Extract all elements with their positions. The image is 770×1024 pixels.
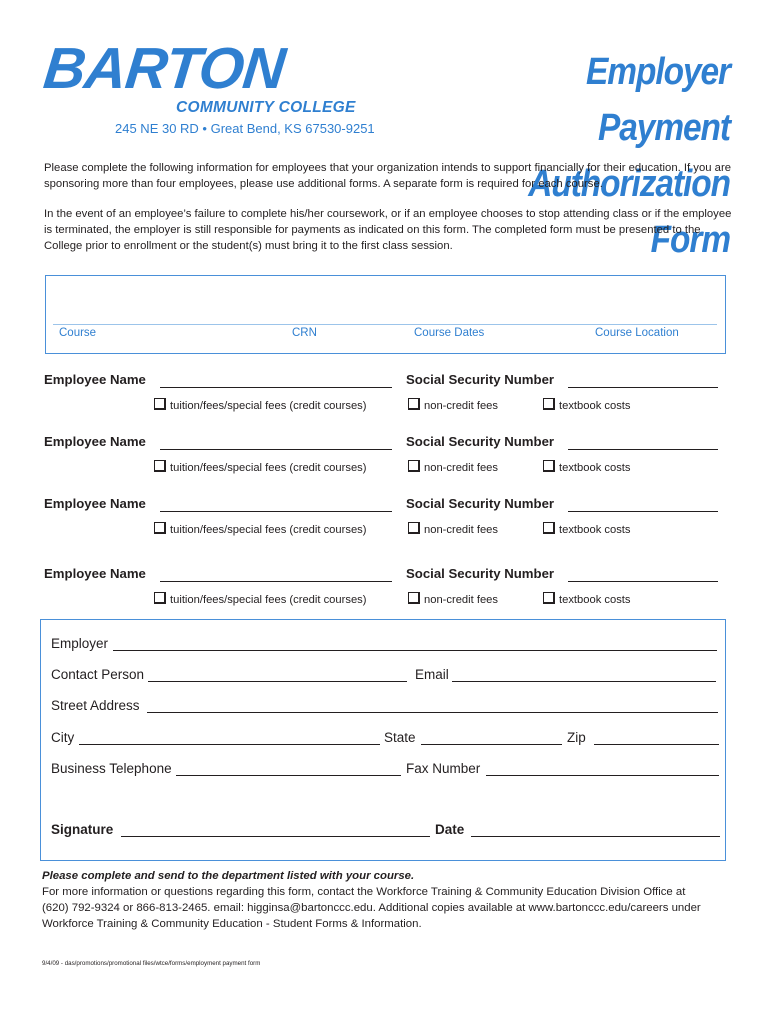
email-label: Email: [415, 667, 449, 682]
tuition-label: tuition/fees/special fees (credit courses): [170, 594, 367, 606]
contact-person-label: Contact Person: [51, 667, 145, 682]
tuition-label: tuition/fees/special fees (credit courses): [170, 524, 367, 536]
contact-info-line-3: Workforce Training & Community Education - Student Forms & Information.: [42, 918, 422, 930]
textbook-label: textbook costs: [559, 462, 631, 474]
employer-label: Employer: [51, 636, 109, 651]
noncredit-checkbox[interactable]: [408, 592, 498, 606]
noncredit-label: non-credit fees: [424, 462, 499, 474]
textbook-checkbox[interactable]: [543, 398, 631, 412]
ssn-label: Social Security Number: [406, 566, 555, 581]
textbook-checkbox[interactable]: [543, 592, 631, 606]
course-info-box[interactable]: [45, 275, 726, 354]
employee-name-field[interactable]: [160, 567, 392, 582]
barton-logo: BARTON: [40, 36, 288, 101]
contact-info-line-1: For more information or questions regarding this form, contact the Workforce Training & Community Education Division Office at: [42, 886, 686, 898]
course-location-header: Course Location: [595, 327, 679, 339]
zip-field[interactable]: [594, 730, 719, 745]
employee-name-label: Employee Name: [44, 566, 146, 581]
date-field[interactable]: [471, 822, 720, 837]
checkbox-icon: [408, 592, 420, 604]
ssn-label: Social Security Number: [406, 496, 555, 511]
course-dates-header: Course Dates: [414, 327, 485, 339]
city-label: City: [51, 730, 75, 745]
state-label: State: [384, 730, 416, 745]
tuition-label: tuition/fees/special fees (credit courses): [170, 462, 367, 474]
checkbox-icon: [408, 398, 420, 410]
textbook-label: textbook costs: [559, 400, 631, 412]
ssn-label: Social Security Number: [406, 434, 555, 449]
street-address-field[interactable]: [147, 698, 718, 713]
checkbox-icon: [154, 592, 166, 604]
signature-label: Signature: [51, 822, 114, 837]
noncredit-checkbox[interactable]: [408, 522, 498, 536]
ssn-field[interactable]: [568, 497, 718, 512]
employee-name-label: Employee Name: [44, 496, 146, 511]
ssn-field[interactable]: [568, 435, 718, 450]
employer-field[interactable]: [113, 636, 717, 651]
employee-name-label: Employee Name: [44, 372, 146, 387]
checkbox-icon: [154, 460, 166, 472]
ssn-label: Social Security Number: [406, 372, 555, 387]
checkbox-icon: [543, 592, 555, 604]
employee-name-field[interactable]: [160, 497, 392, 512]
signature-field[interactable]: [121, 822, 430, 837]
noncredit-label: non-credit fees: [424, 400, 499, 412]
business-telephone-label: Business Telephone: [51, 761, 172, 776]
textbook-checkbox[interactable]: [543, 460, 631, 474]
checkbox-icon: [154, 522, 166, 534]
ssn-field[interactable]: [568, 567, 718, 582]
checkbox-icon: [154, 398, 166, 410]
employee-name-field[interactable]: [160, 373, 392, 388]
city-field[interactable]: [79, 730, 380, 745]
intro-paragraph-1: Please complete the following information for employees that your organization intends to support financially for their education. If you are sponsoring more than four employees, please use additional forms. A separate form is required for each course.: [44, 162, 731, 190]
course-header: Course: [59, 327, 97, 339]
crn-header: CRN: [292, 327, 317, 339]
checkbox-icon: [543, 398, 555, 410]
email-field[interactable]: [452, 667, 716, 682]
tuition-checkbox[interactable]: [154, 522, 367, 536]
fax-number-field[interactable]: [486, 761, 719, 776]
contact-info-line-2: (620) 792-9324 or 866-813-2465. email: higginsa@bartonccc.edu. Additional copies available at www.bartonccc.edu/careers under: [42, 902, 701, 914]
course-divider: [53, 324, 717, 325]
contact-person-field[interactable]: [148, 667, 407, 682]
zip-label: Zip: [567, 730, 586, 745]
noncredit-checkbox[interactable]: [408, 460, 498, 474]
checkbox-icon: [408, 460, 420, 472]
tuition-label: tuition/fees/special fees (credit courses): [170, 400, 367, 412]
textbook-label: textbook costs: [559, 524, 631, 536]
business-telephone-field[interactable]: [176, 761, 401, 776]
checkbox-icon: [543, 522, 555, 534]
college-address: 245 NE 30 RD • Great Bend, KS 67530-9251: [115, 121, 375, 136]
state-field[interactable]: [421, 730, 562, 745]
tuition-checkbox[interactable]: [154, 592, 367, 606]
fax-number-label: Fax Number: [406, 761, 481, 776]
date-label: Date: [435, 822, 465, 837]
noncredit-label: non-credit fees: [424, 594, 499, 606]
logo-subtitle: COMMUNITY COLLEGE: [176, 99, 356, 116]
textbook-checkbox[interactable]: [543, 522, 631, 536]
send-instruction: Please complete and send to the department listed with your course.: [42, 870, 415, 882]
checkbox-icon: [408, 522, 420, 534]
document-code: 9/4/09 - das/promotions/promotional files/wtce/forms/employment payment form: [42, 960, 261, 967]
form-title-line-2: Authorization Form: [528, 163, 730, 261]
intro-paragraph-2: In the event of an employee’s failure to complete his/her coursework, or if an employee chooses to stop attending class or if the employee is terminated, the employer is still responsible for payments as indicated on this form. The completed form must be presented to the College prior to enrollment or the student(s) must bring it to the first class session.: [44, 208, 732, 252]
street-address-label: Street Address: [51, 698, 140, 713]
tuition-checkbox[interactable]: [154, 398, 367, 412]
noncredit-checkbox[interactable]: [408, 398, 498, 412]
employee-name-label: Employee Name: [44, 434, 146, 449]
form-title-line-1: Employer Payment: [586, 51, 730, 149]
employee-name-field[interactable]: [160, 435, 392, 450]
tuition-checkbox[interactable]: [154, 460, 367, 474]
ssn-field[interactable]: [568, 373, 718, 388]
checkbox-icon: [543, 460, 555, 472]
textbook-label: textbook costs: [559, 594, 631, 606]
noncredit-label: non-credit fees: [424, 524, 499, 536]
